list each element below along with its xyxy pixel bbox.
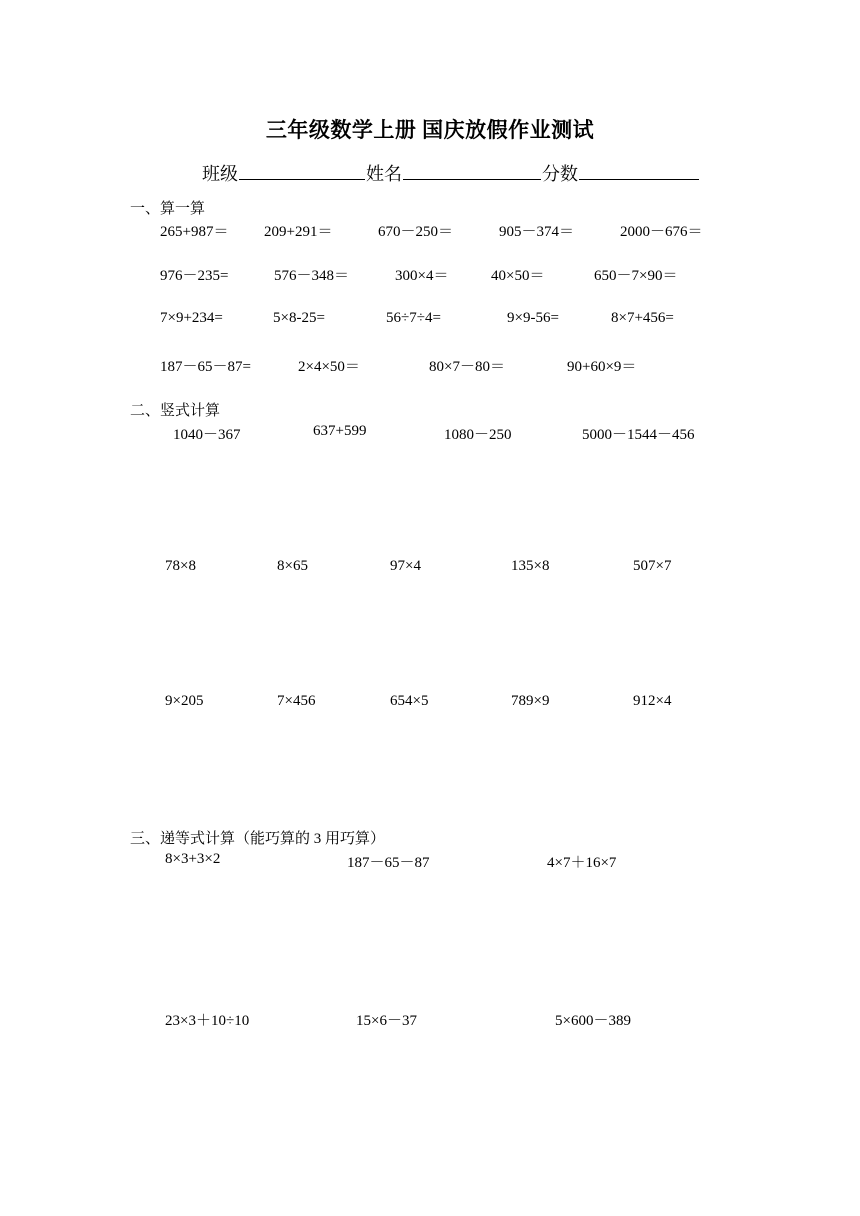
problem: 5000－1544－456 — [582, 427, 695, 443]
problem: 1040－367 — [173, 427, 241, 443]
score-blank — [579, 161, 699, 180]
section-3-heading: 三、递等式计算（能巧算的 3 用巧算） — [130, 831, 386, 847]
problem: 637+599 — [313, 423, 367, 439]
problem: 905－374＝ — [499, 224, 575, 240]
problem: 654×5 — [390, 693, 429, 709]
class-blank — [239, 161, 365, 180]
class-label: 班级 — [202, 164, 238, 184]
problem: 670－250＝ — [378, 224, 454, 240]
problem: 5×600－389 — [555, 1013, 631, 1029]
problem: 9×205 — [165, 693, 204, 709]
problem: 90+60×9＝ — [567, 359, 637, 375]
problem: 80×7－80＝ — [429, 359, 505, 375]
problem: 300×4＝ — [395, 268, 449, 284]
problem: 976－235= — [160, 268, 229, 284]
name-blank — [403, 161, 541, 180]
problem: 97×4 — [390, 558, 421, 574]
problem: 8×7+456= — [611, 310, 674, 326]
problem: 8×3+3×2 — [165, 851, 221, 867]
problem: 2×4×50＝ — [298, 359, 360, 375]
problem: 5×8-25= — [273, 310, 325, 326]
problem: 7×9+234= — [160, 310, 223, 326]
problem: 23×3＋10÷10 — [165, 1013, 250, 1029]
score-label: 分数 — [542, 164, 578, 184]
section-2-heading: 二、竖式计算 — [130, 403, 221, 419]
name-label: 姓名 — [366, 164, 402, 184]
student-info-line — [202, 160, 700, 186]
problem: 789×9 — [511, 693, 550, 709]
problem: 40×50＝ — [491, 268, 545, 284]
problem: 135×8 — [511, 558, 550, 574]
problem: 78×8 — [165, 558, 196, 574]
problem: 7×456 — [277, 693, 316, 709]
problem: 4×7＋16×7 — [547, 855, 617, 871]
problem: 187－65－87 — [347, 855, 430, 871]
problem: 9×9-56= — [507, 310, 559, 326]
problem: 650－7×90＝ — [594, 268, 678, 284]
problem: 187－65－87= — [160, 359, 251, 375]
problem: 576－348＝ — [274, 268, 350, 284]
problem: 1080－250 — [444, 427, 512, 443]
section-1-heading: 一、算一算 — [130, 201, 206, 217]
problem: 8×65 — [277, 558, 308, 574]
problem: 15×6－37 — [356, 1013, 417, 1029]
problem: 2000－676＝ — [620, 224, 703, 240]
problem: 56÷7÷4= — [386, 310, 441, 326]
problem: 209+291＝ — [264, 224, 333, 240]
problem: 507×7 — [633, 558, 672, 574]
problem: 912×4 — [633, 693, 672, 709]
page-title: 三年级数学上册 国庆放假作业测试 — [265, 118, 595, 142]
problem: 265+987＝ — [160, 224, 229, 240]
